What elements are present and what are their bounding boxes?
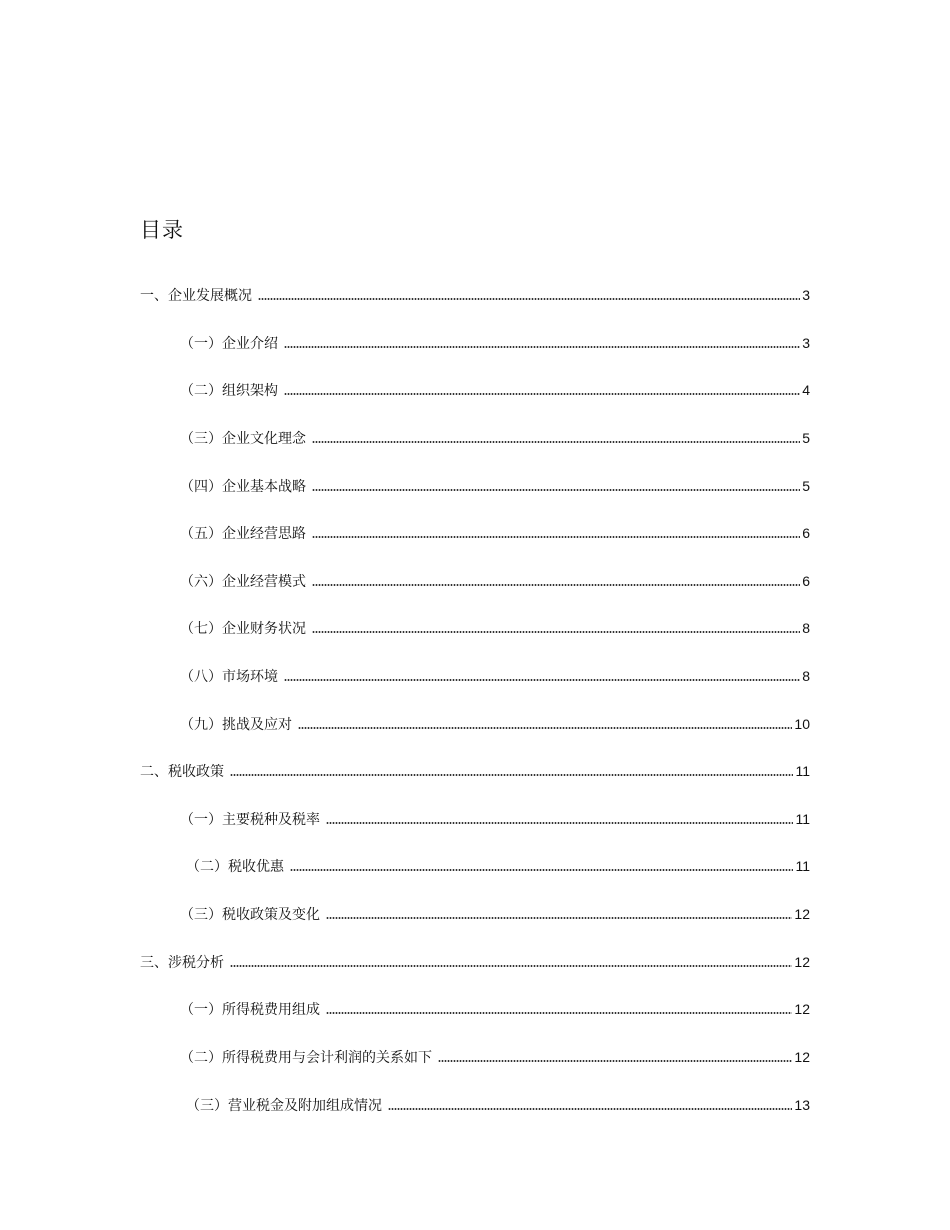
toc-entry[interactable] (180, 902, 810, 926)
toc-entry[interactable] (180, 331, 810, 355)
toc-dot-leader (230, 965, 792, 967)
toc-page-number: 13 (794, 1097, 810, 1113)
toc-dot-leader (388, 1108, 792, 1110)
toc-entry[interactable] (140, 283, 810, 307)
toc-dot-leader (284, 679, 800, 681)
toc-entry-text: 二、税收政策 (140, 764, 224, 780)
toc-page-number: 12 (794, 954, 810, 970)
toc-entry[interactable] (180, 378, 810, 402)
toc-entry-text: （一）所得税费用组成 (180, 1002, 320, 1018)
toc-entry-text: （八）市场环境 (180, 669, 278, 685)
toc-page-number: 6 (802, 525, 810, 541)
toc-page-number: 6 (802, 573, 810, 589)
toc-entry-text: （一）企业介绍 (180, 336, 278, 352)
toc-entry[interactable] (180, 474, 810, 498)
toc-entry[interactable] (140, 759, 810, 783)
toc-dot-leader (284, 393, 800, 395)
toc-dot-leader (326, 917, 792, 919)
toc-dot-leader (258, 298, 800, 300)
toc-page-number: 3 (802, 335, 810, 351)
toc-entry-text: （九）挑战及应对 (180, 717, 292, 733)
toc-dot-leader (312, 536, 800, 538)
toc-entry[interactable] (180, 997, 810, 1021)
toc-entry[interactable] (180, 664, 810, 688)
toc-page-number: 4 (802, 382, 810, 398)
toc-dot-leader (312, 584, 800, 586)
toc-page-number: 8 (802, 668, 810, 684)
toc-dot-leader (290, 869, 793, 871)
toc-title: 目录 (140, 218, 184, 242)
toc-page-number: 12 (794, 1001, 810, 1017)
toc-dot-leader (438, 1060, 792, 1062)
toc-entry[interactable] (180, 712, 810, 736)
toc-dot-leader (326, 822, 793, 824)
toc-entry-text: （三）税收政策及变化 (180, 907, 320, 923)
toc-entry-text: （四）企业基本战略 (180, 479, 306, 495)
toc-entry[interactable] (180, 807, 810, 831)
toc-entry-text: （二）所得税费用与会计利润的关系如下 (180, 1050, 432, 1066)
toc-page-number: 3 (802, 287, 810, 303)
toc-entry-text: （二）组织架构 (180, 383, 278, 399)
toc-entry[interactable] (186, 854, 810, 878)
toc-page-number: 5 (802, 430, 810, 446)
toc-page-number: 12 (794, 1049, 810, 1065)
toc-dot-leader (230, 774, 793, 776)
toc-entry[interactable] (140, 950, 810, 974)
toc-entry[interactable] (180, 616, 810, 640)
toc-entry-text: （五）企业经营思路 (180, 526, 306, 542)
toc-page-number: 11 (795, 858, 810, 874)
toc-dot-leader (312, 489, 800, 491)
toc-entry-text: （三）企业文化理念 (180, 431, 306, 447)
toc-page-number: 8 (802, 620, 810, 636)
toc-entry[interactable] (180, 426, 810, 450)
toc-entry-text: （三）营业税金及附加组成情况 (186, 1098, 382, 1114)
toc-page-number: 5 (802, 478, 810, 494)
toc-page-number: 11 (795, 763, 810, 779)
toc-entry-text: （一）主要税种及税率 (180, 812, 320, 828)
toc-entry[interactable] (180, 521, 810, 545)
toc-entry-text: （六）企业经营模式 (180, 574, 306, 590)
toc-dot-leader (284, 346, 800, 348)
toc-page-number: 10 (794, 716, 810, 732)
toc-page-number: 12 (794, 906, 810, 922)
toc-page-number: 11 (795, 811, 810, 827)
toc-entry[interactable] (186, 1093, 810, 1117)
toc-entry[interactable] (180, 569, 810, 593)
toc-dot-leader (298, 727, 792, 729)
toc-dot-leader (312, 441, 800, 443)
toc-entry-text: （二）税收优惠 (186, 859, 284, 875)
toc-entry-text: 三、涉税分析 (140, 955, 224, 971)
toc-dot-leader (312, 631, 800, 633)
toc-entry-text: 一、企业发展概况 (140, 288, 252, 304)
toc-entry-text: （七）企业财务状况 (180, 621, 306, 637)
toc-dot-leader (326, 1012, 792, 1014)
toc-entry[interactable] (180, 1045, 810, 1069)
